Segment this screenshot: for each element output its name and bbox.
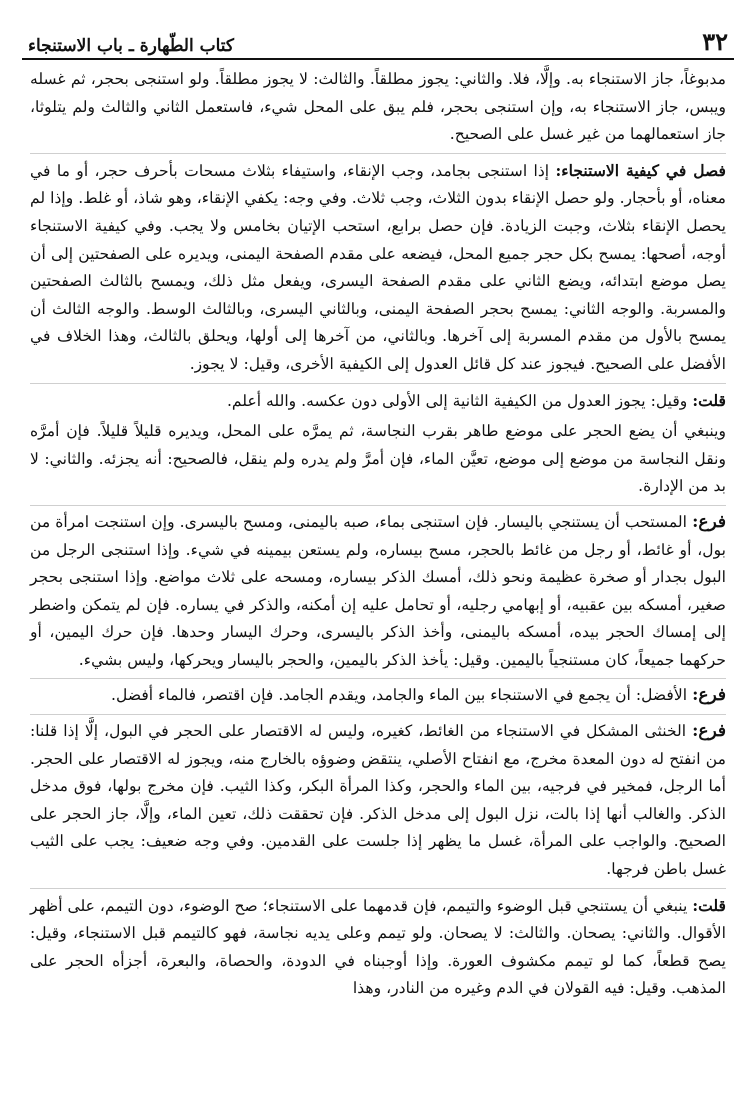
far-label: فرع: xyxy=(692,511,726,532)
qult-label: قلت: xyxy=(692,895,726,915)
section-paragraph xyxy=(30,153,726,379)
qult-paragraph xyxy=(30,888,726,1003)
paragraph-continuation xyxy=(30,66,726,149)
paragraph-text: إذا استنجى بجامد، وجب الإنقاء، واستيفاء بثلاث مسحات بأحرف حجر، أو ما في معناه، أو بأحجار. ولو حصل الإنقاء بدون الثلاث، وجب ثلاث. وفي وجه: يكفي الإنقاء، وهو شاذ، أو غلط. وإذا لم يحصل الإنقاء بثلاث، وجبت الزيادة. فإن حصل برابع، استحب الإتيان بخامس ولا يجب. وفي كيفية الاستنجاء أوجه، أصحها: يمسح بكل حجر جميع المحل، فيضعه على مقدم الصفحة اليمنى، ويديره على الصفحتين إلى أن يصل موضع ابتدائه، ويضع الثاني على مقدم الصفحة اليسرى، ويفعل مثل ذلك، ويمسح بالثالث الصفحتين والمسربة. والوجه الثاني: يمسح بحجر الصفحة اليمنى، وبالثاني اليسرى، وبالثالث الوسط. والوجه الثالث أن يمسح بالأول من مقدم المسربة إلى آخرها. وبالثاني، من آخرها إلى أولها، ويحلق بالثالث، وهذا الخلاف في الأفضل على الصحيح. فيجوز عند كل قائل العدول إلى الكيفية الأخرى، وقيل: لا يجوز. xyxy=(30,161,726,373)
running-header xyxy=(22,22,734,60)
paragraph-text: وينبغي أن يضع الحجر على موضع طاهر بقرب النجاسة، ثم يمرَّه على المحل، ويديره قليلاً قليلاً. فإن أمرَّه ونقل النجاسة من موضع إلى موضع، تعيَّن الماء، فإن أمرَّ ولم يدره ولم ينقل، فالصحيح: أنه يجزئه. والثاني: لا بد من الإدارة. xyxy=(30,422,726,496)
paragraph xyxy=(30,418,726,501)
paragraph-text: مدبوغاً، جاز الاستنجاء به. وإلَّا، فلا. والثاني: يجوز مطلقاً. والثالث: لا يجوز مطلقاً. ولو استنجى بحجر، ثم غسله ويبس، جاز الاستنجاء به، وإن استنجى بحجر، فلم يبق على المحل شيء، فاستعمل الثاني والثالث ولم يتلوثا، جاز استعمالهما من غير غسل على الصحيح. xyxy=(30,70,726,144)
paragraph-text: ينبغي أن يستنجي قبل الوضوء والتيمم، فإن قدمهما على الاستنجاء؛ صح الوضوء، دون التيمم، على أظهر الأقوال. والثاني: يصحان. والثالث: لا يصحان. ولو تيمم وعلى يديه نجاسة، فهو كالتيمم قبل الاستنجاء، وقيل: يصح قطعاً، كما لو تيمم مكشوف العورة. وإذا أوجبناه في الدودة، والحصاة، والبعرة، أجزأه الحجر على المذهب. وقيل: فيه القولان في الدم وغيره من النادر، وهذا xyxy=(30,896,726,998)
far-label: فرع: xyxy=(692,685,726,706)
section-heading: فصل في كيفية الاستنجاء: xyxy=(555,160,726,180)
qult-paragraph xyxy=(30,383,726,416)
page-body xyxy=(22,60,734,1003)
running-title: كتاب الطّهارة ـ باب الاستنجاء xyxy=(28,36,235,56)
paragraph-text: وقيل: يجوز العدول من الكيفية الثانية إلى الأولى دون عكسه. والله أعلم. xyxy=(226,391,693,410)
far-paragraph xyxy=(30,505,726,675)
page-number: ٣٢ xyxy=(702,27,728,56)
far-paragraph xyxy=(30,678,726,710)
paragraph-text: الأفضل: أن يجمع في الاستنجاء بين الماء والجامد، ويقدم الجامد. فإن اقتصر، فالماء أفضل. xyxy=(111,686,693,705)
far-label: فرع: xyxy=(692,721,726,742)
paragraph-text: الخنثى المشكل في الاستنجاء من الغائط، كغيره، وليس له الاقتصار على الحجر في البول، إلَّا إذا قلنا: من انفتح له دون المعدة مخرج، مع انفتاح الأصلي، ينتقض وضوؤه بالخارج منه، ويجوز له الاقتصار على الحجر. أما الرجل، فمخير في فرجيه، بين الماء والحجر، وكذا المرأة البكر، وكذا الثيب. فإن مخرج بولها، فوق مدخل الذكر. والغالب أنها إذا بالت، نزل البول إلى مدخل الذكر. فإن تحققت ذلك، تعين الماء، وإلَّا، جاز الحجر على الصحيح. والواجب على المرأة، غسل ما يظهر إذا جلست على القدمين. وفي وجه ضعيف: يجب على الثيب غسل باطن فرجها. xyxy=(30,722,726,879)
qult-label: قلت: xyxy=(692,390,726,410)
book-page xyxy=(22,22,734,1084)
paragraph-text: المستحب أن يستنجي باليسار. فإن استنجى بماء، صبه باليمنى، ومسح باليسرى. وإن استنجت امرأة من بول، أو غائط، أو رجل من غائط بالحجر، مسح بيساره، ولم يستعن بيمينه في شيء. وإذا استنجى الرجل من البول بجدار أو صخرة عظيمة ونحو ذلك، أمسك الذكر بيساره، ومسحه على ثلاث مواضع. وإذا استنجى بحجر صغير، أمسكه بين عقبيه، أو إبهامي رجليه، أو تحامل عليه إن أمكنه، والذكر في يساره. فإن لم يتمكن واضطر إلى إمساك الحجر بيده، أمسكه باليمنى، وأخذ الذكر باليسرى، وحرك اليسار وحدها. فإن حرك اليمين، أو حركهما جميعاً، كان مستنجياً باليمين. وقيل: يأخذ الذكر باليمين، والحجر باليسار ويحركها، وليس بشيء. xyxy=(30,512,726,669)
far-paragraph xyxy=(30,714,726,884)
